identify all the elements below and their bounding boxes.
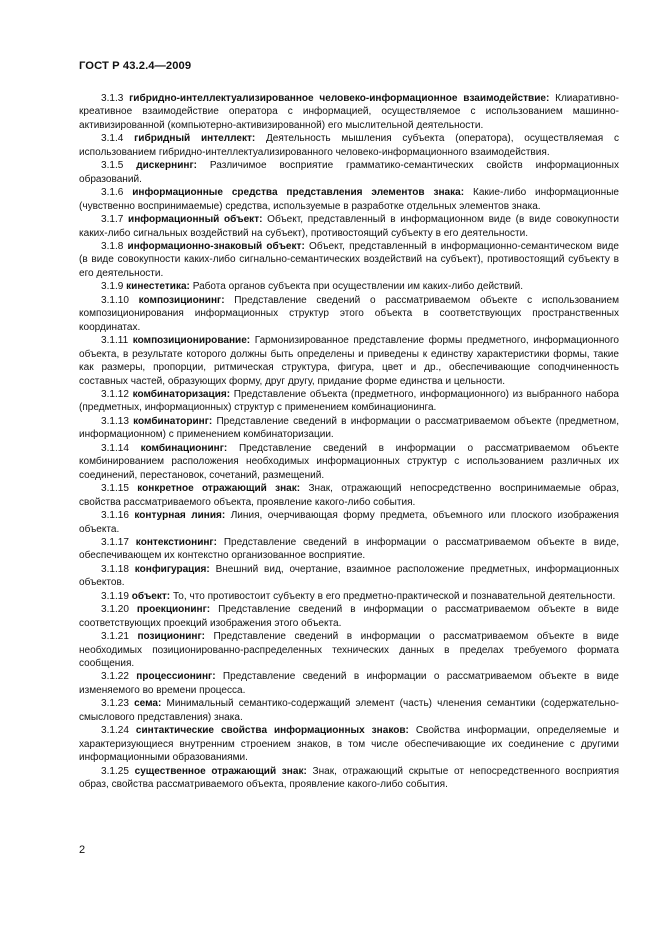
entry-number: 3.1.4 <box>101 133 124 145</box>
entry-number: 3.1.12 <box>101 388 129 400</box>
entry-definition: Представление сведений в информации о рассматриваемом объекте в виде, обеспечивающем их контекстно организованное восприятие. <box>79 536 620 562</box>
entry-number: 3.1.11 <box>101 335 129 347</box>
entry-number: 3.1.13 <box>101 415 129 427</box>
entry-term: информационный объект: <box>128 214 263 226</box>
definition-entry <box>79 388 619 415</box>
entry-definition: Знак, отражающий непосредственно воспринимаемые образ, свойства рассматриваемого объекта, проявление какого-либо события. <box>79 483 619 508</box>
entry-number: 3.1.24 <box>101 725 129 737</box>
entry-term: проекционинг: <box>136 604 211 616</box>
entry-definition: Гармонизированное представление формы предметного, информационного объекта, в результате которого должны быть определены и приведены к единству характеристики формы, такие как размеры, пропорции, ритмическая структура, фигура, цвет и др., обеспечивающие соподчиненность составных частей, образующих форму, друг другу, придание форме единства и цельности. <box>79 335 620 387</box>
entry-number: 3.1.15 <box>101 483 129 495</box>
definition-entry <box>79 186 619 213</box>
definition-entry <box>79 442 619 482</box>
entry-term: контурная линия: <box>134 510 226 522</box>
definitions-list <box>79 92 619 792</box>
definition-entry <box>79 630 619 670</box>
definition-entry <box>79 563 619 590</box>
definition-entry <box>79 536 619 563</box>
entry-definition: Деятельность мышления субъекта (оператора), осуществляемая с использованием гибридно-интеллектуализированного человеко-информационного взаимодействия. <box>79 133 619 158</box>
definition-entry <box>79 482 619 509</box>
definition-entry <box>79 603 619 630</box>
entry-definition: Представление сведений в информации о рассматриваемом объекте (предметном, информационном) с применением комбинаторизации. <box>79 415 619 441</box>
entry-definition: Объект, представленный в информационно-семантическом виде (в виде совокупности каких-либо сигнально-семантических воздействий на субъект), противостоящий субъекту в его деятельности. <box>79 240 619 279</box>
definition-entry <box>79 415 619 442</box>
definition-entry <box>79 213 619 240</box>
entry-definition: Клиаративно-креативное взаимодействие оператора с информацией, осуществляемое с использованием машинно-активизированной (компьютерно-активизированной) его мыслительной деятельности. <box>79 93 619 131</box>
entry-number: 3.1.9 <box>101 281 124 293</box>
entry-term: дискернинг: <box>136 160 197 172</box>
entry-number: 3.1.22 <box>101 671 129 683</box>
definition-entry <box>79 590 619 603</box>
entry-term: контекстионинг: <box>135 536 217 548</box>
entry-term: процессионинг: <box>136 671 216 683</box>
entry-number: 3.1.6 <box>101 187 124 199</box>
entry-definition: Знак, отражающий скрытые от непосредственного восприятия образ, свойства рассматриваемого объекта, проявление какого-либо события. <box>79 765 620 791</box>
entry-term: комбинаторинг: <box>133 415 213 427</box>
definition-entry <box>79 159 619 186</box>
entry-number: 3.1.3 <box>101 93 124 104</box>
definition-entry <box>79 509 619 536</box>
entry-definition: Объект, представленный в информационном виде (в виде совокупности каких-либо сигнальных воздействий на субъект), противостоящий субъекту в его деятельности. <box>79 214 619 239</box>
entry-definition: Представление сведений в информации о рассматриваемом объекте комбинированием расположения необходимых информационных структур с использованием различных их соединений, перестановок, сочетаний, размещений. <box>79 442 620 481</box>
entry-number: 3.1.17 <box>101 536 129 548</box>
entry-term: позиционинг: <box>137 631 206 643</box>
entry-term: сема: <box>134 698 162 710</box>
definition-entry <box>79 132 619 159</box>
page-number: 2 <box>79 844 86 856</box>
entry-term: гибридно-интеллектуализированное человеко-информационное взаимодействие: <box>129 93 550 104</box>
entry-term: комбинационинг: <box>140 442 228 454</box>
entry-definition: Представление сведений в информации о рассматриваемом объекте в виде соответствующих проекций изображения этого объекта. <box>79 604 619 629</box>
entry-number: 3.1.10 <box>101 294 129 306</box>
entry-definition: Представление сведений в информации о рассматриваемом объекте в виде изменяемого во времени процесса. <box>79 671 620 696</box>
entry-definition: Линия, очерчивающая форму предмета, объемного или плоского изображения объекта. <box>79 510 619 535</box>
entry-definition: Представление сведений в информации о рассматриваемом объекте в виде необходимых позиционированно-распределенных технических данных в пределах требуемого формата сообщения. <box>79 631 619 670</box>
entry-term: информационные средства представления элементов знака: <box>132 187 465 199</box>
entry-definition: Различимое восприятие грамматико-семантических свойств информационных образований. <box>79 160 619 185</box>
entry-number: 3.1.5 <box>101 160 124 172</box>
entry-number: 3.1.8 <box>101 240 124 252</box>
entry-term: конкретное отражающий знак: <box>137 483 301 495</box>
entry-term: конфигурация: <box>134 563 210 575</box>
entry-number: 3.1.14 <box>101 442 129 454</box>
definition-entry <box>79 92 619 132</box>
definition-entry <box>79 240 619 280</box>
entry-definition: Минимальный семантико-содержащий элемент (часть) членения семантики (содержательно-смыслового представления) знака. <box>79 698 620 723</box>
entry-definition: Какие-либо информационные (чувственно воспринимаемые) средства, используемые в разработке отдельных элементов знака. <box>79 187 619 212</box>
entry-definition: Внешний вид, очертание, взаимное расположение предметных, информационных объектов. <box>79 563 619 589</box>
entry-number: 3.1.16 <box>101 510 129 522</box>
definition-entry <box>79 724 619 764</box>
definition-entry <box>79 765 619 792</box>
definition-entry <box>79 280 619 293</box>
entry-term: синтактические свойства информационных знаков: <box>135 725 409 737</box>
entry-number: 3.1.21 <box>101 631 129 643</box>
entry-term: информационно-знаковый объект: <box>127 240 305 252</box>
entry-definition: Свойства информации, определяемые и характеризующиеся внутренним строением знаков, в том числе обеспечивающие их соединение с другими информационными образованиями. <box>79 725 619 764</box>
definition-entry <box>79 697 619 724</box>
entry-term: композиционирование: <box>132 335 251 347</box>
entry-term: кинестетика: <box>126 281 190 293</box>
entry-number: 3.1.7 <box>101 214 124 226</box>
entry-term: гибридный интеллект: <box>134 133 256 145</box>
entry-number: 3.1.25 <box>101 765 129 777</box>
definition-entry <box>79 670 619 697</box>
entry-number: 3.1.18 <box>101 563 129 575</box>
document-header: ГОСТ Р 43.2.4—2009 <box>79 60 192 72</box>
entry-definition: Представление сведений о рассматриваемом объекте с использованием композиционирования информационных структур этого объекта в соответствующих пространственных координатах. <box>79 294 619 333</box>
entry-term: существенное отражающий знак: <box>134 765 307 777</box>
entry-number: 3.1.19 <box>101 590 129 602</box>
entry-term: комбинаторизация: <box>132 388 231 400</box>
entry-definition: Представление объекта (предметного, информационного) из выбранного набора (предметных, информационных) структур с применением комбинационинга. <box>79 388 620 414</box>
entry-term: объект: <box>131 590 171 602</box>
entry-definition: То, что противостоит субъекту в его предметно-практической и познавательной деятельности. <box>172 590 616 602</box>
entry-number: 3.1.23 <box>101 698 129 710</box>
entry-definition: Работа органов субъекта при осуществлении им каких-либо действий. <box>192 281 524 293</box>
entry-number: 3.1.20 <box>101 604 129 616</box>
definition-entry <box>79 334 619 388</box>
definition-entry <box>79 294 619 334</box>
entry-term: композиционинг: <box>138 294 225 306</box>
